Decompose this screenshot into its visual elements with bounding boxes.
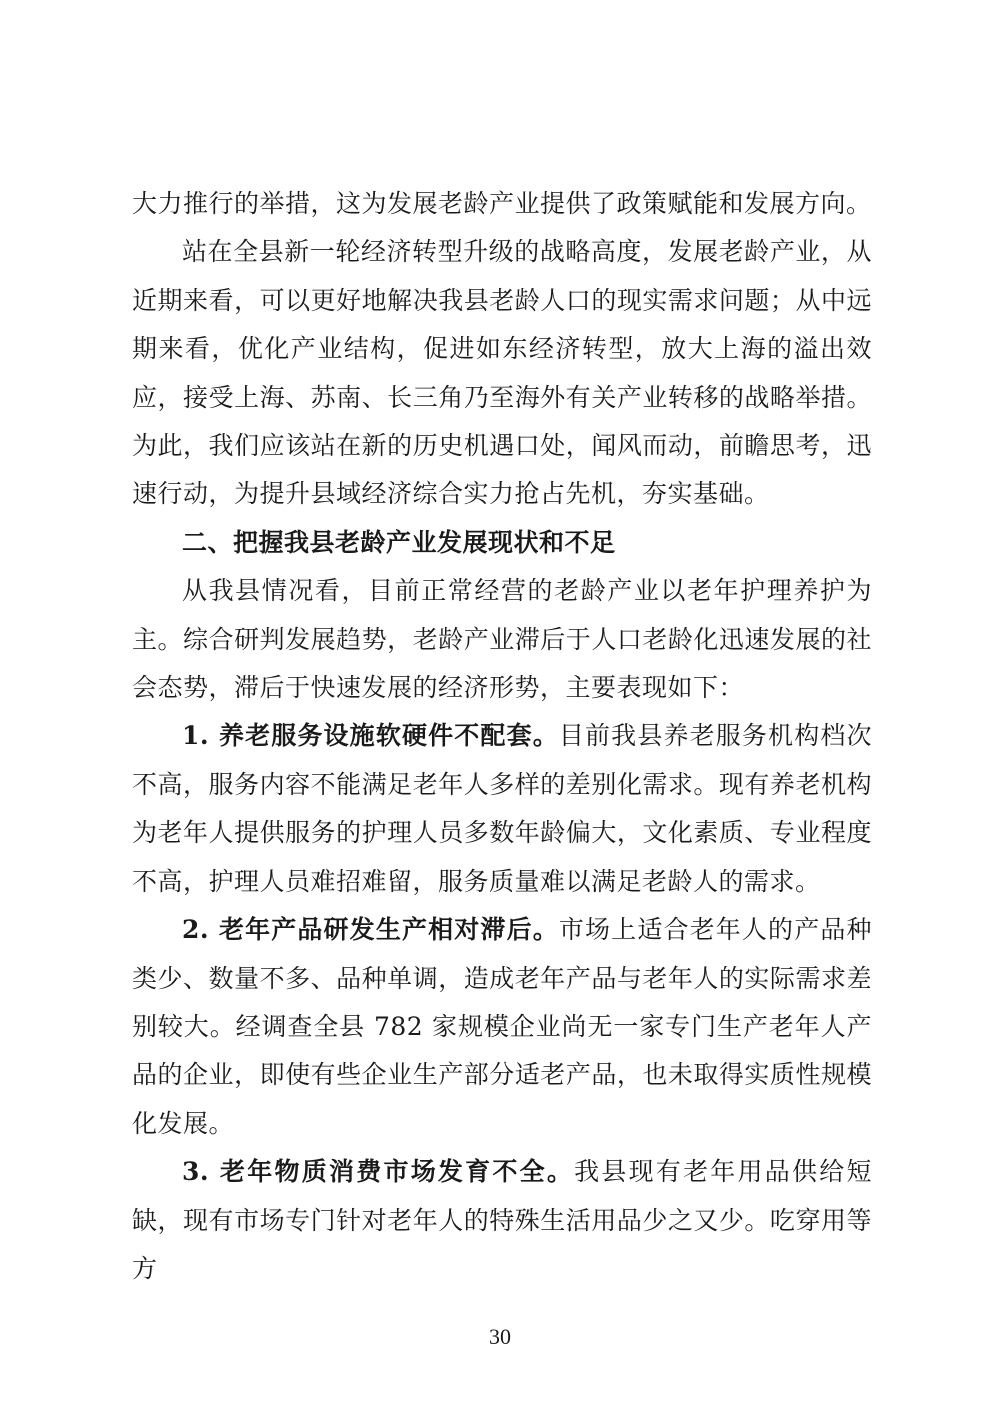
document-body: [132, 180, 872, 1293]
point-lead: 1. 养老服务设施软硬件不配套。: [182, 721, 559, 751]
paragraph-text: 我县现有老年用品供给短缺，现有市场专门针对老年人的特殊生活用品少之又少。吃穿用等方: [132, 1157, 872, 1283]
paragraph-point-1: [132, 712, 872, 906]
point-lead: 2. 老年产品研发生产相对滞后。: [182, 915, 559, 945]
point-lead: 3. 老年物质消费市场发育不全。: [182, 1157, 575, 1187]
paragraph-text: 市场上适合老年人的产品种类少、数量不多、品种单调，造成老年产品与老年人的实际需求差别较大。经调查全县 782 家规模企业尚无一家专门生产老年人产品的企业，即使有些企业生产部分适老产品，也未取得实质性规模化发展。: [132, 915, 872, 1138]
paragraph-text: 目前我县养老服务机构档次不高，服务内容不能满足老年人多样的差别化需求。现有养老机构为老年人提供服务的护理人员多数年龄偏大，文化素质、专业程度不高，护理人员难招难留，服务质量难以满足老龄人的需求。: [132, 721, 872, 896]
paragraph-continuation: [132, 180, 872, 228]
paragraph-current-status: [132, 567, 872, 712]
paragraph-point-3: [132, 1148, 872, 1293]
paragraph-text: 站在全县新一轮经济转型升级的战略高度，发展老龄产业，从近期来看，可以更好地解决我县老龄人口的现实需求问题；从中远期来看，优化产业结构，促进如东经济转型，放大上海的溢出效应，接受上海、苏南、长三角乃至海外有关产业转移的战略举措。为此，我们应该站在新的历史机遇口处，闻风而动，前瞻思考，迅速行动，为提升县域经济综合实力抢占先机，夯实基础。: [132, 237, 872, 509]
paragraph-point-2: [132, 906, 872, 1148]
paragraph-strategy: [132, 228, 872, 518]
section-heading: 二、把握我县老龄产业发展现状和不足: [182, 527, 616, 557]
paragraph-text: 从我县情况看，目前正常经营的老龄产业以老年护理养护为主。综合研判发展趋势，老龄产业滞后于人口老龄化迅速发展的社会态势，滞后于快速发展的经济形势，主要表现如下：: [132, 576, 872, 703]
page-number: 30: [489, 1324, 511, 1349]
paragraph-text: 大力推行的举措，这为发展老龄产业提供了政策赋能和发展方向。: [132, 189, 872, 218]
